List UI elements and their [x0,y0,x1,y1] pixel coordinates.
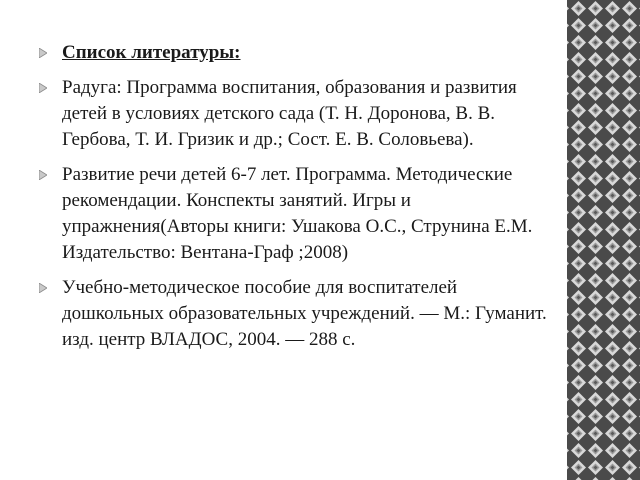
decorative-pattern-band [567,0,640,480]
bullet-icon [39,48,47,58]
bibliography-entry: Развитие речи детей 6-7 лет. Программа. Методические рекомендации. Конспекты занятий. Игры и упражнения(Авторы книги: Ушакова О.С., Струнина Е.М. Издательство: Вентана-Граф ;2008) [62,164,533,263]
bullet-icon [39,283,47,293]
list-item [38,162,556,266]
bullet-icon [39,170,47,180]
list-item [38,75,556,153]
bibliography-content [38,40,556,362]
list-item-heading [38,40,556,66]
diamond-pattern [567,0,640,480]
bibliography-entry: Учебно-методическое пособие для воспитателей дошкольных образовательных учреждений. — М.: Гуманит. изд. центр ВЛАДОС, 2004. — 288 с. [62,277,547,350]
bibliography-list [38,40,556,353]
list-heading: Список литературы: [62,42,241,63]
bullet-icon [39,83,47,93]
bibliography-entry: Радуга: Программа воспитания, образования и развития детей в условиях детского сада (Т. Н. Доронова, В. В. Гербова, Т. И. Гризик и др.; Сост. Е. В. Соловьева). [62,77,517,150]
list-item [38,275,556,353]
